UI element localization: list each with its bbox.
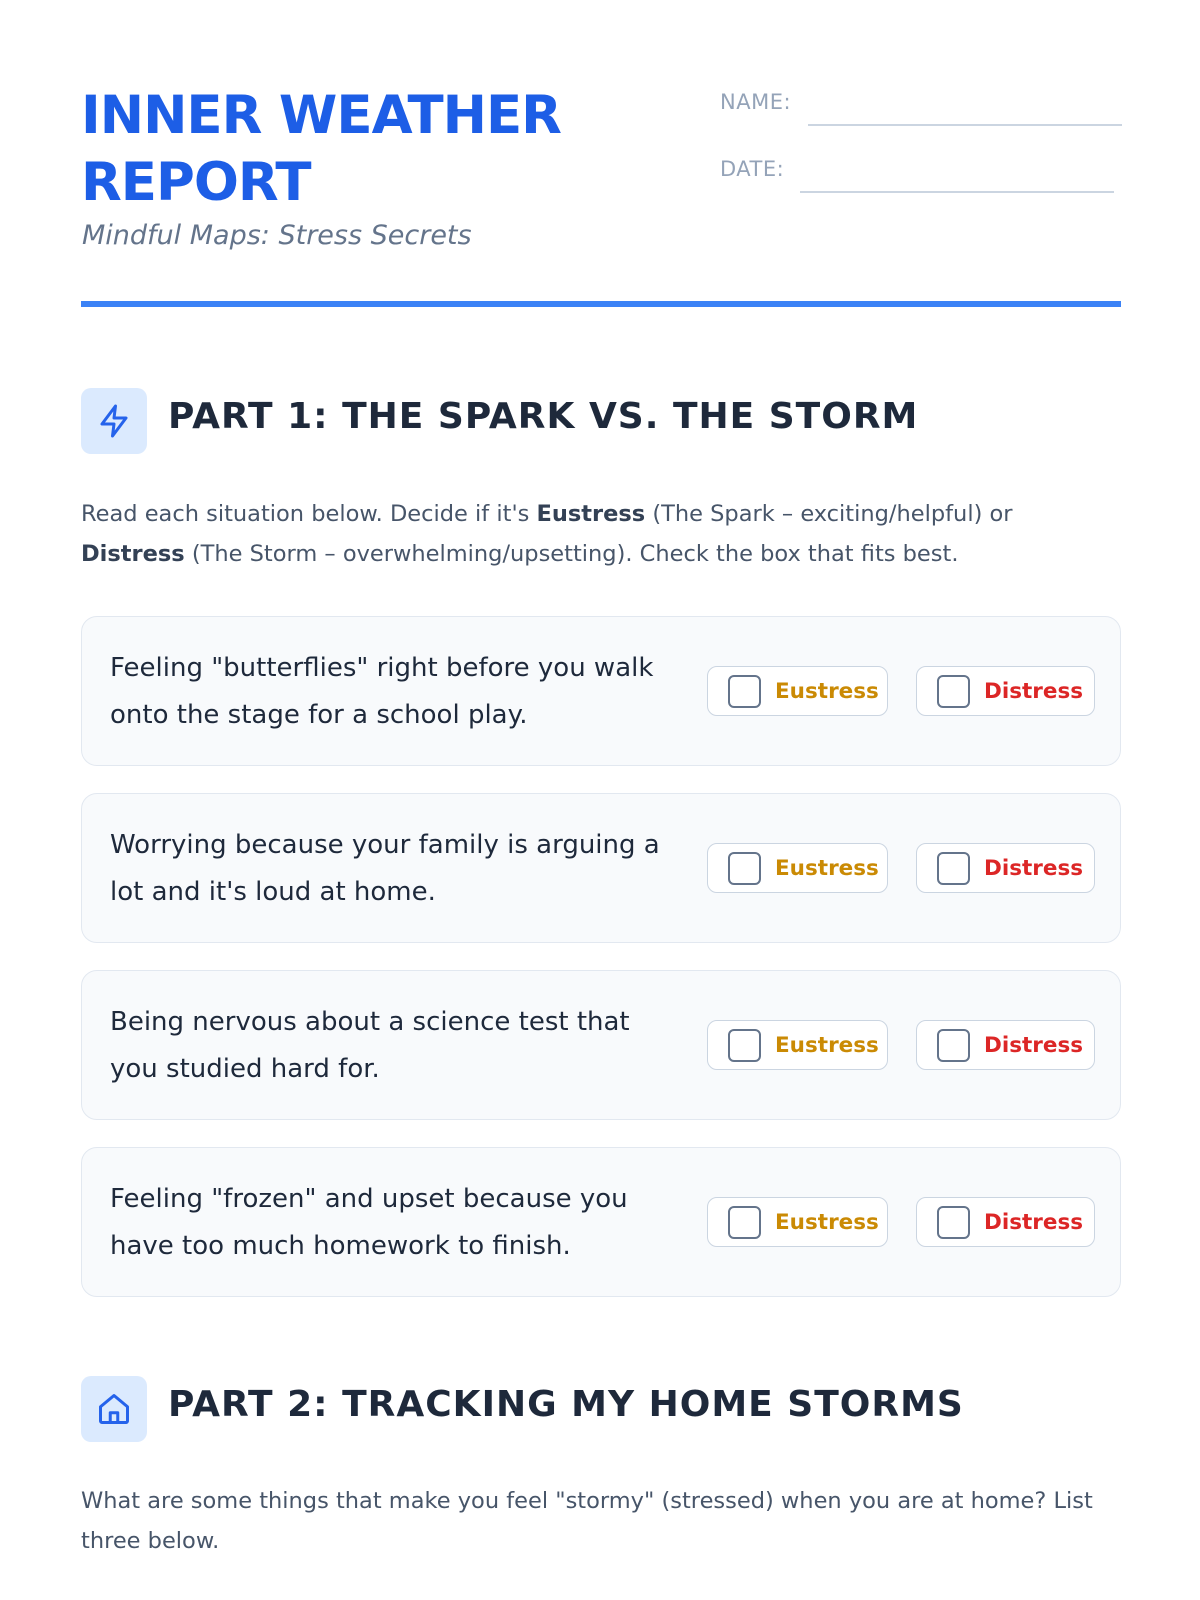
- checkbox-icon[interactable]: [937, 1206, 970, 1239]
- name-line: [808, 124, 1122, 126]
- distress-label: Distress: [984, 1032, 1084, 1058]
- distress-option[interactable]: [916, 666, 1095, 716]
- situation-card-3: [81, 970, 1121, 1120]
- lightning-bolt-icon: [81, 388, 147, 454]
- eustress-term: Eustress: [536, 501, 646, 527]
- distress-label: Distress: [984, 1209, 1084, 1235]
- checkbox-icon[interactable]: [728, 1206, 761, 1239]
- situation-card-1: [81, 616, 1121, 766]
- eustress-option[interactable]: [707, 1197, 888, 1247]
- eustress-label: Eustress: [775, 855, 879, 881]
- situation-text: Worrying because your family is arguing a lot and it's loud at home.: [110, 830, 660, 907]
- date-label: DATE:: [720, 157, 785, 181]
- checkbox-icon[interactable]: [728, 675, 761, 708]
- situation-text: Being nervous about a science test that you studied hard for.: [110, 1007, 630, 1084]
- eustress-label: Eustress: [775, 1032, 879, 1058]
- situation-card-2: [81, 793, 1121, 943]
- checkbox-icon[interactable]: [937, 852, 970, 885]
- eustress-label: Eustress: [775, 1209, 879, 1235]
- eustress-option[interactable]: [707, 843, 888, 893]
- situation-text: Feeling "butterflies" right before you walk onto the stage for a school play.: [110, 653, 654, 730]
- part2-instructions: What are some things that make you feel "stormy" (stressed) when you are at home? List three below.: [81, 1488, 1093, 1554]
- part1-title: PART 1: THE SPARK VS. THE STORM: [168, 396, 919, 437]
- checkbox-icon[interactable]: [728, 1029, 761, 1062]
- eustress-option[interactable]: [707, 666, 888, 716]
- distress-term: Distress: [81, 541, 185, 567]
- part1-instructions: Read each situation below. Decide if it's Eustress (The Spark – exciting/helpful) or Distress (The Storm – overwhelming/upsetting). Check the box that fits best.: [81, 501, 1013, 567]
- situation-text: Feeling "frozen" and upset because you have too much homework to finish.: [110, 1184, 628, 1261]
- distress-option[interactable]: [916, 1197, 1095, 1247]
- distress-option[interactable]: [916, 843, 1095, 893]
- eustress-label: Eustress: [775, 678, 879, 704]
- name-label: NAME:: [720, 90, 792, 114]
- part2-title: PART 2: TRACKING MY HOME STORMS: [168, 1384, 964, 1425]
- header-divider: [81, 301, 1121, 307]
- distress-label: Distress: [984, 678, 1084, 704]
- checkbox-icon[interactable]: [937, 675, 970, 708]
- eustress-option[interactable]: [707, 1020, 888, 1070]
- date-line: [800, 191, 1114, 193]
- date-field[interactable]: [720, 153, 1122, 193]
- house-icon: [81, 1376, 147, 1442]
- situation-card-4: [81, 1147, 1121, 1297]
- distress-option[interactable]: [916, 1020, 1095, 1070]
- distress-label: Distress: [984, 855, 1084, 881]
- checkbox-icon[interactable]: [728, 852, 761, 885]
- checkbox-icon[interactable]: [937, 1029, 970, 1062]
- name-field[interactable]: [720, 86, 1122, 126]
- page-subtitle: Mindful Maps: Stress Secrets: [82, 220, 472, 251]
- page-title: INNER WEATHER REPORT: [81, 85, 561, 213]
